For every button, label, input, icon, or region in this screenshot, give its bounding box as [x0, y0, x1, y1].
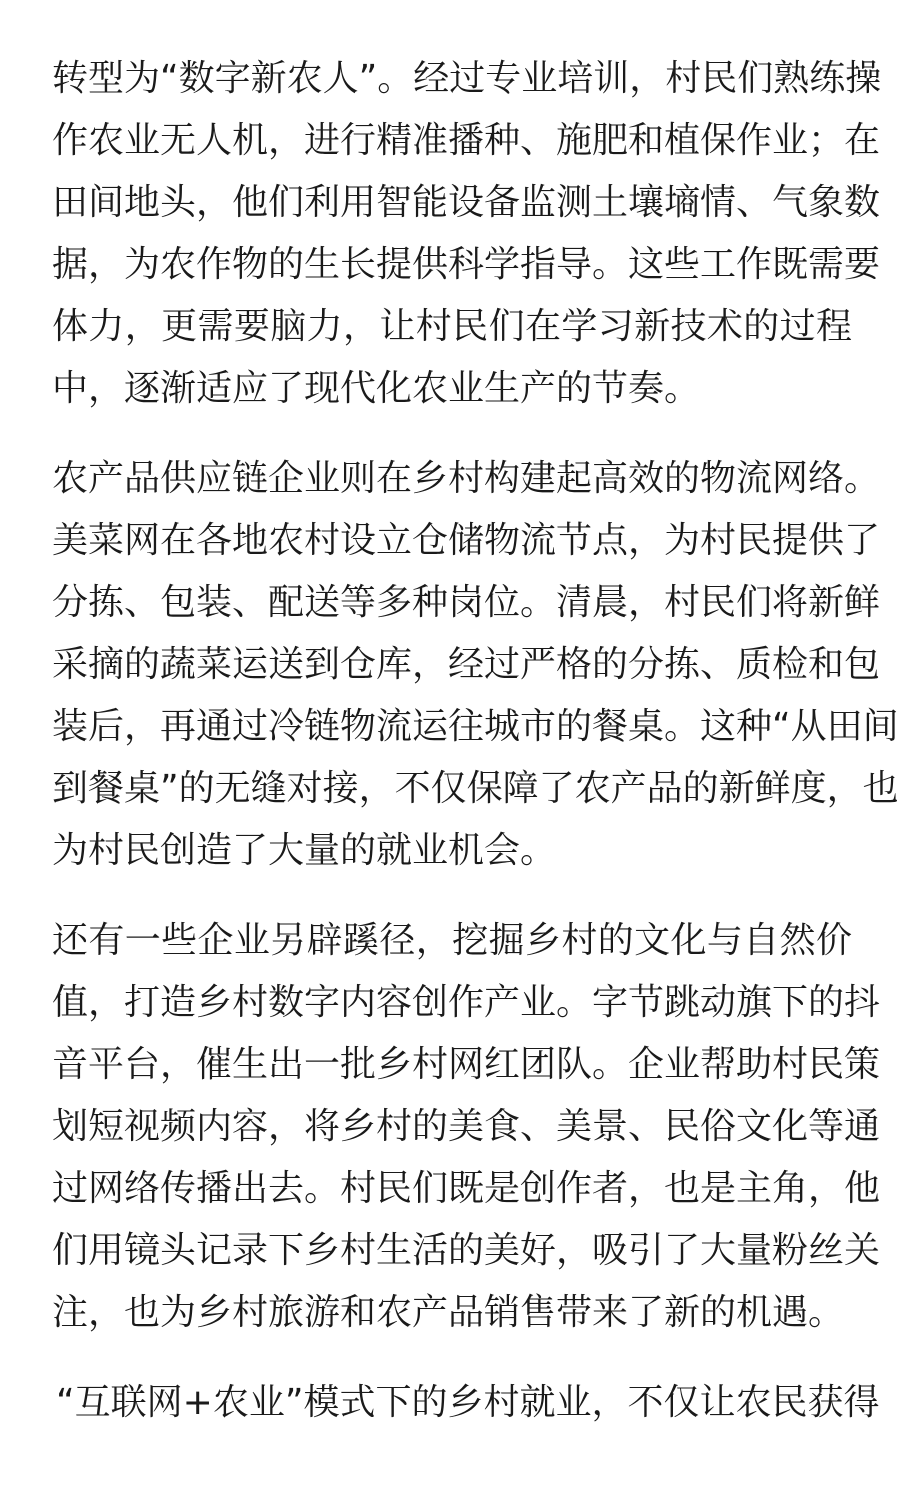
- text-line: 作农业无人机，进行精准播种、施肥和植保作业；在: [52, 120, 881, 161]
- text-line: 中，逐渐适应了现代化农业生产的节奏。: [52, 368, 701, 409]
- text-line: 值，打造乡村数字内容创作产业。字节跳动旗下的抖: [52, 982, 881, 1023]
- text-line: 转型为“数字新农人”。经过专业培训，村民们熟练操: [52, 58, 882, 99]
- text-line: “互联网+农业”模式下的乡村就业，不仅让农民获得: [56, 1382, 880, 1423]
- text-line: 注，也为乡村旅游和农产品销售带来了新的机遇。: [52, 1292, 845, 1333]
- text-line: 过网络传播出去。村民们既是创作者，也是主角，他: [52, 1168, 881, 1209]
- paragraph-internet-agriculture: [52, 1372, 880, 1434]
- text-line: 体力，更需要脑力，让村民们在学习新技术的过程: [52, 306, 852, 347]
- text-line: 据，为农作物的生长提供科学指导。这些工作既需要: [52, 244, 881, 285]
- text-line: 还有一些企业另辟蹊径，挖掘乡村的文化与自然价: [52, 920, 852, 961]
- text-line: 装后，再通过冷链物流运往城市的餐桌。这种“从田间: [52, 706, 899, 747]
- article-body: [52, 48, 899, 1462]
- text-line: 田间地头，他们利用智能设备监测土壤墒情、气象数: [52, 182, 881, 223]
- paragraph-content-creation: [52, 910, 881, 1344]
- text-line: 们用镜头记录下乡村生活的美好，吸引了大量粉丝关: [52, 1230, 881, 1271]
- text-line: 为村民创造了大量的就业机会。: [52, 830, 557, 871]
- text-line: 分拣、包装、配送等多种岗位。清晨，村民们将新鲜: [52, 582, 881, 623]
- paragraph-supply-chain: [52, 448, 899, 882]
- text-line: 农产品供应链企业则在乡村构建起高效的物流网络。: [52, 458, 881, 499]
- paragraph-digital-farmers: [52, 48, 882, 420]
- text-line: 美菜网在各地农村设立仓储物流节点，为村民提供了: [52, 520, 881, 561]
- text-line: 到餐桌”的无缝对接，不仅保障了农产品的新鲜度，也: [52, 768, 899, 809]
- text-line: 划短视频内容，将乡村的美食、美景、民俗文化等通: [52, 1106, 881, 1147]
- text-line: 采摘的蔬菜运送到仓库，经过严格的分拣、质检和包: [52, 644, 881, 685]
- text-line: 音平台，催生出一批乡村网红团队。企业帮助村民策: [52, 1044, 881, 1085]
